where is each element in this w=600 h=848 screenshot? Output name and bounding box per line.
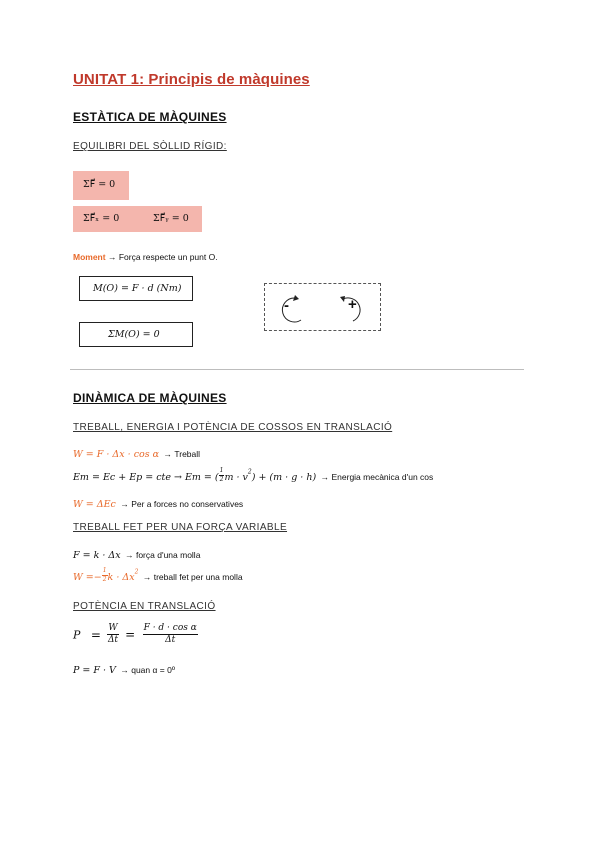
- moment-sign-diagram: [264, 283, 381, 331]
- power-fraction-w: W: [108, 623, 118, 633]
- nonconservative-description: → Per a forces no conservatives: [120, 499, 244, 509]
- minus-sign: -: [284, 297, 289, 314]
- power-subtitle: POTÈNCIA EN TRANSLACIÓ: [73, 601, 216, 612]
- variable-force-subtitle: TREBALL FET PER UNA FORÇA VARIABLE: [73, 522, 288, 533]
- work-description: → Treball: [163, 449, 201, 459]
- energy-equation-part-b: m · v: [224, 472, 248, 483]
- energy-half-denominator: 2: [219, 476, 224, 484]
- sum-moment-box: [79, 322, 193, 347]
- spring-work-square: 2: [134, 568, 139, 576]
- spring-force-line: [73, 545, 200, 563]
- power-velocity-line: [73, 660, 175, 678]
- power-fraction-dt: Δt: [107, 635, 119, 645]
- power-equals-1: =: [90, 627, 101, 642]
- plus-sign: +: [348, 296, 357, 313]
- energy-equation-part-c: ) + (m · g · h): [251, 472, 317, 483]
- power-equals-2: =: [125, 627, 136, 642]
- unit-title: UNITAT 1: Principis de màquines: [73, 71, 310, 88]
- work-line: [73, 444, 200, 462]
- power-fraction-fd: F · d · cos α: [143, 623, 197, 633]
- statics-subtitle: EQUILIBRI DEL SÒLLID RÍGID:: [73, 141, 227, 152]
- statics-title: ESTÀTICA DE MÀQUINES: [73, 110, 227, 124]
- sum-force-components-box: [73, 206, 202, 232]
- energy-equation-part-a: Em = Ec + Ep = cte → Em = (: [73, 472, 219, 483]
- energy-description: → Energia mecànica d'un cos: [320, 472, 434, 482]
- power-velocity-description: → quan α = 0º: [120, 665, 175, 675]
- power-symbol: P: [73, 628, 81, 642]
- spring-work-numerator: 1: [102, 567, 107, 575]
- nonconservative-line: [73, 494, 243, 512]
- sum-force-x-equation: ΣF⃗ₓ = 0: [83, 213, 120, 224]
- spring-work-part-b: k · Δx: [107, 572, 135, 583]
- moment-label: Moment: [73, 252, 106, 262]
- spring-work-line: [73, 567, 243, 585]
- moment-formula-box: [79, 276, 193, 301]
- work-equation: W = F · Δx · cos α: [73, 449, 160, 460]
- work-energy-subtitle: TREBALL, ENERGIA I POTÈNCIA DE COSSOS EN TRANSLACIÓ: [73, 422, 393, 433]
- energy-line: [73, 467, 433, 485]
- section-divider: [70, 369, 524, 370]
- moment-description: → Força respecte un punt O.: [107, 252, 218, 262]
- nonconservative-equation: W = ΔEc: [73, 499, 116, 510]
- spring-force-equation: F = k · Δx: [73, 550, 121, 561]
- power-fraction-w-dt: [107, 624, 118, 645]
- power-fraction-fd-dt: [143, 624, 198, 645]
- moment-line: [73, 252, 218, 262]
- power-velocity-equation: P = F · V: [73, 665, 116, 676]
- energy-half-numerator: 1: [219, 467, 224, 475]
- power-fraction-dt2: Δt: [165, 635, 176, 645]
- moment-formula: M(O) = F · d (Nm): [93, 283, 182, 294]
- sum-force-equation: ΣF⃗ = 0: [83, 179, 116, 190]
- spring-work-denominator: 2: [102, 576, 107, 584]
- rotation-arrows-icon: [265, 284, 380, 330]
- spring-work-description: → treball fet per una molla: [142, 572, 243, 582]
- sum-force-y-equation: ΣF⃗ᵧ = 0: [153, 213, 189, 224]
- power-formula-line: [73, 624, 198, 645]
- sum-moment-formula: ΣM(O) = 0: [108, 329, 160, 340]
- dynamics-title: DINÀMICA DE MÀQUINES: [73, 391, 227, 405]
- spring-work-part-a: W =−: [73, 572, 102, 583]
- spring-force-description: → força d'una molla: [125, 550, 201, 560]
- energy-square: 2: [247, 468, 252, 476]
- sum-force-box: [73, 171, 129, 200]
